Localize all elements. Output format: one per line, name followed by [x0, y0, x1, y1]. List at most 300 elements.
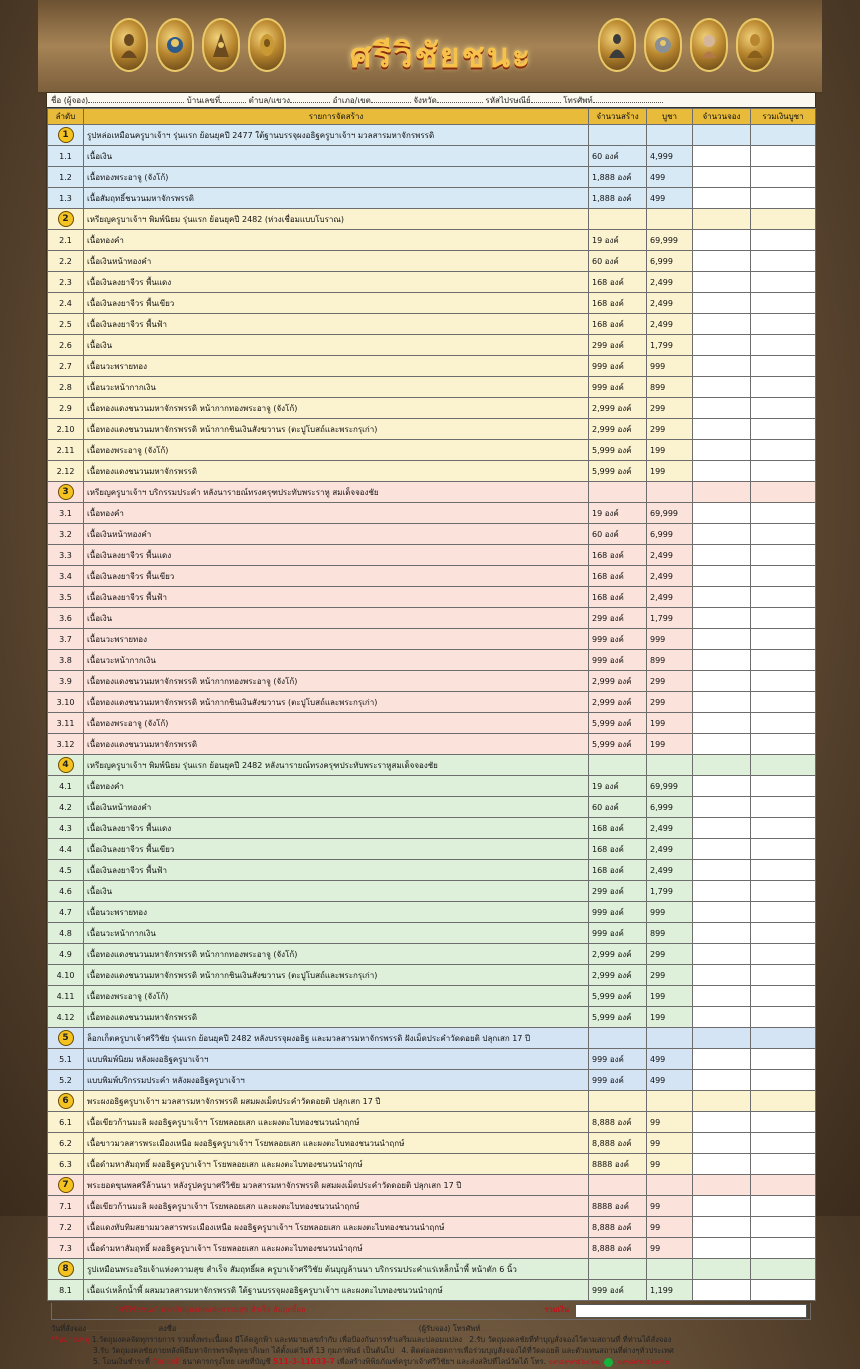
item-row	[48, 545, 816, 566]
item-quantity: 999 องค์	[589, 629, 647, 650]
column-header: จำนวนสร้าง	[589, 109, 647, 125]
item-row	[48, 524, 816, 545]
order-total-field[interactable]	[751, 734, 816, 755]
header-banner	[38, 0, 822, 94]
order-total-field[interactable]	[751, 251, 816, 272]
order-quantity-field[interactable]	[693, 1007, 751, 1028]
table-header-row	[48, 109, 816, 125]
item-number: 2.3	[48, 272, 84, 293]
order-total-field[interactable]	[751, 1070, 816, 1091]
item-row	[48, 167, 816, 188]
item-quantity: 999 องค์	[589, 377, 647, 398]
note-3: 3.รับ วัตถุมงคลชัยภายหลังพิธีมหาจักรพรรดิพุทธาภิเษก ได้ตั้งแต่วันที่ 13 กุมภาพันธ์ เป็นต้นไป	[93, 1346, 395, 1355]
item-price: 69,999	[647, 230, 693, 251]
order-total-field[interactable]	[751, 944, 816, 965]
group-title: เหรียญครูบาเจ้าฯ บริกรรมประคำ หลังนารายณ์ทรงครุฑประทับพระราหู สมเด็จจองชัย	[84, 482, 589, 503]
order-total-field[interactable]	[751, 335, 816, 356]
item-name: เนื้อเงินหน้าทองคำ	[84, 524, 589, 545]
group-number-badge: 6	[58, 1093, 74, 1109]
empty-cell	[589, 482, 647, 503]
district-label: อำเภอ/เขต	[332, 96, 371, 105]
item-row	[48, 608, 816, 629]
order-total-field[interactable]	[751, 1280, 816, 1301]
name-field[interactable]	[88, 93, 184, 103]
item-number: 2.2	[48, 251, 84, 272]
item-number: 3.1	[48, 503, 84, 524]
order-quantity-field[interactable]	[693, 1112, 751, 1133]
order-quantity-field[interactable]	[693, 1280, 751, 1301]
order-total-field[interactable]	[751, 1154, 816, 1175]
item-row	[48, 188, 816, 209]
item-quantity: 168 องค์	[589, 293, 647, 314]
amulet-image	[598, 18, 636, 72]
order-quantity-field[interactable]	[693, 272, 751, 293]
empty-cell	[647, 1028, 693, 1049]
order-total-field[interactable]	[751, 314, 816, 335]
order-total-field[interactable]	[751, 293, 816, 314]
signature-field[interactable]	[176, 1322, 416, 1331]
column-header: จำนวนจอง	[693, 109, 751, 125]
item-name: เนื้อเงินลงยาจีวร พื้นเขียว	[84, 566, 589, 587]
group-header-row	[48, 1259, 816, 1280]
item-name: เนื้อแร่เหล็กน้ำพี้ ผสมมวลสารมหาจักรพรรดิ ใต้ฐานบรรจุผงอธิฐครูบาเจ้าฯ และผงตะไบทองชนวนนำฤกษ์	[84, 1280, 589, 1301]
item-number: 2.11	[48, 440, 84, 461]
order-total-field[interactable]	[751, 188, 816, 209]
signature-line	[51, 1322, 811, 1334]
item-name: เนื้อเงินลงยาจีวร พื้นฟ้า	[84, 860, 589, 881]
empty-cell	[751, 125, 816, 146]
item-row	[48, 650, 816, 671]
group-header-row	[48, 209, 816, 230]
signature-label: ลงชื่อ	[158, 1324, 177, 1333]
empty-cell	[693, 1259, 751, 1280]
date-field[interactable]	[86, 1322, 156, 1331]
note-4: 4. ติดต่อลอยดการเพื่อร่วมบุญสั่งจองได้ที่วัดดอยติ และตัวแทนสถานที่ต่างๆทั่วประเทศ	[401, 1346, 674, 1355]
order-total-field[interactable]	[751, 419, 816, 440]
order-quantity-field[interactable]	[693, 314, 751, 335]
item-quantity: 60 องค์	[589, 146, 647, 167]
item-quantity: 5,999 องค์	[589, 734, 647, 755]
order-quantity-field[interactable]	[693, 587, 751, 608]
order-quantity-field[interactable]	[693, 944, 751, 965]
item-quantity: 5,999 องค์	[589, 461, 647, 482]
group-number-badge: 1	[58, 127, 74, 143]
group-number-cell	[48, 482, 84, 503]
order-total-field[interactable]	[751, 1238, 816, 1259]
item-quantity: 168 องค์	[589, 272, 647, 293]
item-number: 5.2	[48, 1070, 84, 1091]
order-quantity-field[interactable]	[693, 251, 751, 272]
item-number: 4.11	[48, 986, 84, 1007]
item-quantity: 168 องค์	[589, 566, 647, 587]
order-quantity-field[interactable]	[693, 1238, 751, 1259]
order-quantity-field[interactable]	[693, 1217, 751, 1238]
group-title: พระยอดขุนพลศรีล้านนา หลังรูปครูบาศรีวิชัย มวลสารมหาจักรพรรดิ ผสมผงเม็ดประคำวัดดอยติ ปลุกเสก 17 ปี	[84, 1175, 589, 1196]
item-number: 3.7	[48, 629, 84, 650]
item-price: 99	[647, 1238, 693, 1259]
item-name: เนื้อทองแดงชนวนมหาจักรพรรดิ หน้ากากชินเงินสังฆวานร (ตะปูโบสถ์และพระกรุเก่า)	[84, 419, 589, 440]
order-form	[46, 92, 816, 1366]
item-price: 899	[647, 923, 693, 944]
item-row	[48, 713, 816, 734]
item-number: 2.6	[48, 335, 84, 356]
amulet-image	[110, 18, 148, 72]
item-price: 6,999	[647, 797, 693, 818]
order-quantity-field[interactable]	[693, 734, 751, 755]
item-number: 6.2	[48, 1133, 84, 1154]
group-title: ล็อกเก็ตครูบาเจ้าศรีวิชัย รุ่นแรก ย้อนยุคปี 2482 หลังบรรจุผงอธิฐ และมวลสารมหาจักรพรรดิ ฝังเม็ดประคำวัดดอยติ ปลุกเสก 17 ปี	[84, 1028, 589, 1049]
order-total-field[interactable]	[751, 608, 816, 629]
item-name: เนื้อทองพระอาจู (จังโก้)	[84, 713, 589, 734]
order-quantity-field[interactable]	[693, 398, 751, 419]
item-price: 99	[647, 1196, 693, 1217]
item-number: 1.2	[48, 167, 84, 188]
order-total-field[interactable]	[751, 440, 816, 461]
item-number: 2.1	[48, 230, 84, 251]
order-quantity-field[interactable]	[693, 671, 751, 692]
order-total-field[interactable]	[751, 587, 816, 608]
total-amount-field[interactable]	[575, 1304, 807, 1318]
item-row	[48, 146, 816, 167]
item-name: เนื้อขาวมวลสารพระเมืองเหนือ ผงอธิฐครูบาเจ้าฯ โรยพลอยเสก และผงตะไบทองชนวนนำฤกษ์	[84, 1133, 589, 1154]
group-title: รูปหล่อเหมือนครูบาเจ้าฯ รุ่นแรก ย้อนยุคปี 2477 ใต้ฐานบรรจุผงอธิฐครูบาเจ้าฯ มวลสารมหาจักรพรรดิ	[84, 125, 589, 146]
item-price: 199	[647, 734, 693, 755]
item-name: เนื้อทองคำ	[84, 503, 589, 524]
order-quantity-field[interactable]	[693, 776, 751, 797]
order-quantity-field[interactable]	[693, 335, 751, 356]
item-row	[48, 377, 816, 398]
order-quantity-field[interactable]	[693, 1049, 751, 1070]
item-number: 3.8	[48, 650, 84, 671]
item-number: 2.12	[48, 461, 84, 482]
group-number-cell	[48, 209, 84, 230]
district-field[interactable]	[371, 93, 411, 103]
order-quantity-field[interactable]	[693, 692, 751, 713]
item-price: 2,499	[647, 272, 693, 293]
order-total-field[interactable]	[751, 545, 816, 566]
item-price: 199	[647, 713, 693, 734]
order-quantity-field[interactable]	[693, 293, 751, 314]
item-price: 499	[647, 1070, 693, 1091]
order-total-field[interactable]	[751, 776, 816, 797]
line-id: ๐๙๘๙๙๕๖๐๖๒	[617, 1357, 670, 1366]
item-quantity: 168 องค์	[589, 860, 647, 881]
item-row	[48, 1007, 816, 1028]
empty-cell	[693, 209, 751, 230]
item-quantity: 168 องค์	[589, 818, 647, 839]
tel-label: โทร.	[530, 1357, 546, 1366]
item-quantity: 8888 องค์	[589, 1196, 647, 1217]
order-total-field[interactable]	[751, 965, 816, 986]
group-title: เหรียญครูบาเจ้าฯ พิมพ์นิยม รุ่นแรก ย้อนยุคปี 2482 (ห่วงเชื่อมแบบโบราณ)	[84, 209, 589, 230]
order-quantity-field[interactable]	[693, 230, 751, 251]
item-row	[48, 692, 816, 713]
phone-label: โทรศัพท์	[563, 96, 593, 105]
order-total-field[interactable]	[751, 671, 816, 692]
note-5-temple: วัดดอยติ	[152, 1357, 180, 1366]
order-total-field[interactable]	[751, 1112, 816, 1133]
item-name: เนื้อทองคำ	[84, 776, 589, 797]
order-total-field[interactable]	[751, 923, 816, 944]
item-number: 3.10	[48, 692, 84, 713]
order-total-field[interactable]	[751, 272, 816, 293]
order-quantity-field[interactable]	[693, 503, 751, 524]
order-quantity-field[interactable]	[693, 377, 751, 398]
item-quantity: 299 องค์	[589, 335, 647, 356]
order-quantity-field[interactable]	[693, 650, 751, 671]
item-name: แบบพิมพ์บริกรรมประคำ หลังผงอธิฐครูบาเจ้าฯ	[84, 1070, 589, 1091]
item-name: เนื้อทองพระอาจู (จังโก้)	[84, 440, 589, 461]
item-number: 3.4	[48, 566, 84, 587]
order-quantity-field[interactable]	[693, 965, 751, 986]
item-number: 7.3	[48, 1238, 84, 1259]
phone-field-footer[interactable]	[480, 1322, 550, 1331]
empty-cell	[589, 209, 647, 230]
item-number: 1.3	[48, 188, 84, 209]
item-price: 199	[647, 986, 693, 1007]
group-number-badge: 2	[58, 211, 74, 227]
note-5-mid: ธนาคารกรุงไทย เลขที่บัญชี	[182, 1357, 271, 1366]
item-row	[48, 398, 816, 419]
order-total-field[interactable]	[751, 692, 816, 713]
item-row	[48, 860, 816, 881]
order-total-field[interactable]	[751, 377, 816, 398]
empty-cell	[693, 1028, 751, 1049]
note-label: **หมายเหตุ	[51, 1335, 90, 1344]
empty-cell	[751, 1091, 816, 1112]
item-name: เนื้อเงิน	[84, 881, 589, 902]
empty-cell	[693, 1175, 751, 1196]
item-quantity: 999 องค์	[589, 1280, 647, 1301]
order-quantity-field[interactable]	[693, 923, 751, 944]
order-quantity-field[interactable]	[693, 545, 751, 566]
order-total-field[interactable]	[751, 167, 816, 188]
item-row	[48, 1133, 816, 1154]
order-quantity-field[interactable]	[693, 902, 751, 923]
item-number: 1.1	[48, 146, 84, 167]
item-price: 2,499	[647, 587, 693, 608]
note-2: 2.รับ วัตถุมงคลชัยที่ทำบุญสั่งจองไว้ตามสถานที่ ที่ท่านได้สั่งจอง	[469, 1335, 672, 1344]
item-row	[48, 461, 816, 482]
order-total-field[interactable]	[751, 650, 816, 671]
order-total-field[interactable]	[751, 461, 816, 482]
order-quantity-field[interactable]	[693, 1154, 751, 1175]
item-number: 3.12	[48, 734, 84, 755]
order-total-field[interactable]	[751, 839, 816, 860]
total-row	[51, 1303, 811, 1320]
order-total-field[interactable]	[751, 818, 816, 839]
order-quantity-field[interactable]	[693, 461, 751, 482]
date-label: วันที่สั่งจอง	[51, 1324, 87, 1333]
order-quantity-field[interactable]	[693, 797, 751, 818]
order-quantity-field[interactable]	[693, 1133, 751, 1154]
item-name: เนื้อดำมหาสัมฤทธิ์ ผงอธิฐครูบาเจ้าฯ โรยพลอยเสก และผงตะไบทองชนวนนำฤกษ์	[84, 1154, 589, 1175]
order-total-field[interactable]	[751, 356, 816, 377]
order-total-field[interactable]	[751, 881, 816, 902]
order-total-field[interactable]	[751, 566, 816, 587]
item-number: 4.12	[48, 1007, 84, 1028]
province-label: จังหวัด	[413, 96, 437, 105]
phone-label-footer: โทรศัพท์	[452, 1324, 481, 1333]
item-quantity: 5,999 องค์	[589, 986, 647, 1007]
slogan: "ศรีวิชัยชนะ" มหาวัตถุมงคลแห่งความสุข สำเร็จ สัมฤทธิ์ผล	[115, 1305, 306, 1314]
item-price: 99	[647, 1217, 693, 1238]
group-number-badge: 4	[58, 757, 74, 773]
amulet-image	[248, 18, 286, 72]
order-quantity-field[interactable]	[693, 986, 751, 1007]
order-quantity-field[interactable]	[693, 860, 751, 881]
item-price: 299	[647, 398, 693, 419]
province-field[interactable]	[437, 93, 483, 103]
order-quantity-field[interactable]	[693, 839, 751, 860]
item-row	[48, 356, 816, 377]
item-row	[48, 1238, 816, 1259]
group-header-row	[48, 1091, 816, 1112]
item-number: 4.1	[48, 776, 84, 797]
item-quantity: 8,888 องค์	[589, 1133, 647, 1154]
item-row	[48, 986, 816, 1007]
item-quantity: 5,999 องค์	[589, 440, 647, 461]
item-name: เนื้อทองแดงชนวนมหาจักรพรรดิ หน้ากากทองพระอาจู (จังโก้)	[84, 398, 589, 419]
item-quantity: 8,888 องค์	[589, 1217, 647, 1238]
item-number: 4.8	[48, 923, 84, 944]
item-quantity: 60 องค์	[589, 797, 647, 818]
item-name: เนื้อเงินลงยาจีวร พื้นแดง	[84, 818, 589, 839]
house-field[interactable]	[220, 93, 246, 103]
item-price: 99	[647, 1154, 693, 1175]
item-quantity: 168 องค์	[589, 545, 647, 566]
item-row	[48, 440, 816, 461]
order-total-field[interactable]	[751, 902, 816, 923]
item-name: เนื้อนวะพรายทอง	[84, 629, 589, 650]
bank-account-number: 511-3-11033-7	[273, 1357, 335, 1366]
item-quantity: 60 องค์	[589, 524, 647, 545]
brand-title: ศรีวิชัยชนะ	[349, 36, 533, 76]
order-total-field[interactable]	[751, 1196, 816, 1217]
order-total-field[interactable]	[751, 1049, 816, 1070]
item-name: เนื้อนวะหน้ากากเงิน	[84, 650, 589, 671]
subdistrict-field[interactable]	[290, 93, 330, 103]
item-number: 4.9	[48, 944, 84, 965]
item-quantity: 999 องค์	[589, 923, 647, 944]
item-row	[48, 965, 816, 986]
group-number-cell	[48, 1028, 84, 1049]
item-number: 2.4	[48, 293, 84, 314]
item-name: เนื้อเงินลงยาจีวร พื้นฟ้า	[84, 314, 589, 335]
order-sheet	[38, 0, 822, 1366]
item-price: 6,999	[647, 251, 693, 272]
item-price: 299	[647, 965, 693, 986]
order-total-field[interactable]	[751, 230, 816, 251]
order-quantity-field[interactable]	[693, 881, 751, 902]
order-total-field[interactable]	[751, 1007, 816, 1028]
item-row	[48, 566, 816, 587]
order-total-field[interactable]	[751, 524, 816, 545]
zip-field[interactable]	[531, 93, 561, 103]
item-name: เนื้อสัมฤทธิ์ชนวนมหาจักรพรรดิ	[84, 188, 589, 209]
order-quantity-field[interactable]	[693, 818, 751, 839]
group-number-badge: 5	[58, 1030, 74, 1046]
note-5-suffix: เพื่อสร้างพิพิธภัณฑ์ครูบาเจ้าศรีวิชัยฯ และส่งสลิปที่ไลน์วัดได้	[337, 1357, 529, 1366]
group-number-cell	[48, 1175, 84, 1196]
order-total-field[interactable]	[751, 986, 816, 1007]
item-number: 5.1	[48, 1049, 84, 1070]
empty-cell	[647, 482, 693, 503]
group-number-cell	[48, 125, 84, 146]
order-total-field[interactable]	[751, 629, 816, 650]
order-total-field[interactable]	[751, 797, 816, 818]
item-name: เนื้อทองพระอาจู (จังโก้)	[84, 986, 589, 1007]
item-price: 2,499	[647, 818, 693, 839]
item-price: 499	[647, 188, 693, 209]
item-row	[48, 293, 816, 314]
order-total-field[interactable]	[751, 146, 816, 167]
item-name: เนื้อนวะหน้ากากเงิน	[84, 377, 589, 398]
order-quantity-field[interactable]	[693, 629, 751, 650]
order-quantity-field[interactable]	[693, 713, 751, 734]
order-quantity-field[interactable]	[693, 356, 751, 377]
item-row	[48, 1196, 816, 1217]
empty-cell	[589, 1091, 647, 1112]
empty-cell	[751, 482, 816, 503]
order-quantity-field[interactable]	[693, 1196, 751, 1217]
order-quantity-field[interactable]	[693, 608, 751, 629]
order-table-body	[48, 125, 816, 1301]
amulet-image	[156, 18, 194, 72]
order-total-field[interactable]	[751, 1133, 816, 1154]
item-number: 2.8	[48, 377, 84, 398]
order-quantity-field[interactable]	[693, 1070, 751, 1091]
item-quantity: 999 องค์	[589, 1049, 647, 1070]
item-quantity: 299 องค์	[589, 608, 647, 629]
item-number: 6.1	[48, 1112, 84, 1133]
order-quantity-field[interactable]	[693, 167, 751, 188]
item-row	[48, 818, 816, 839]
phone-field[interactable]	[593, 93, 663, 103]
order-total-field[interactable]	[751, 713, 816, 734]
empty-cell	[647, 209, 693, 230]
item-quantity: 1,888 องค์	[589, 167, 647, 188]
item-row	[48, 1154, 816, 1175]
order-quantity-field[interactable]	[693, 566, 751, 587]
item-row	[48, 503, 816, 524]
order-quantity-field[interactable]	[693, 419, 751, 440]
item-price: 299	[647, 692, 693, 713]
group-title: เหรียญครูบาเจ้าฯ พิมพ์นิยม รุ่นแรก ย้อนยุคปี 2482 หลังนารายณ์ทรงครุฑประทับพระราหูสมเด็จจองชัย	[84, 755, 589, 776]
order-total-field[interactable]	[751, 503, 816, 524]
order-total-field[interactable]	[751, 398, 816, 419]
amulet-image	[736, 18, 774, 72]
item-quantity: 19 องค์	[589, 503, 647, 524]
item-quantity: 168 องค์	[589, 314, 647, 335]
order-total-field[interactable]	[751, 860, 816, 881]
group-number-cell	[48, 755, 84, 776]
item-quantity: 2,999 องค์	[589, 692, 647, 713]
order-total-field[interactable]	[751, 1217, 816, 1238]
item-row	[48, 734, 816, 755]
item-price: 4,999	[647, 146, 693, 167]
item-name: เนื้อทองแดงชนวนมหาจักรพรรดิ หน้ากากทองพระอาจู (จังโก้)	[84, 671, 589, 692]
item-row	[48, 335, 816, 356]
order-quantity-field[interactable]	[693, 524, 751, 545]
note-1: 1.วัตถุมงคลจัดทุกรายการ รวมทั้งพระเนื้อผง มีโค้ดลูกฟ้า และหมายเลขกำกับ เพื่อป้องกันการทำเสริมและปลอมแปลง	[91, 1335, 463, 1344]
item-name: เนื้อทองแดงชนวนมหาจักรพรรดิ หน้ากากชินเงินสังฆวานร (ตะปูโบสถ์และพระกรุเก่า)	[84, 965, 589, 986]
order-quantity-field[interactable]	[693, 440, 751, 461]
order-quantity-field[interactable]	[693, 146, 751, 167]
order-quantity-field[interactable]	[693, 188, 751, 209]
item-quantity: 19 องค์	[589, 230, 647, 251]
column-header: บูชา	[647, 109, 693, 125]
